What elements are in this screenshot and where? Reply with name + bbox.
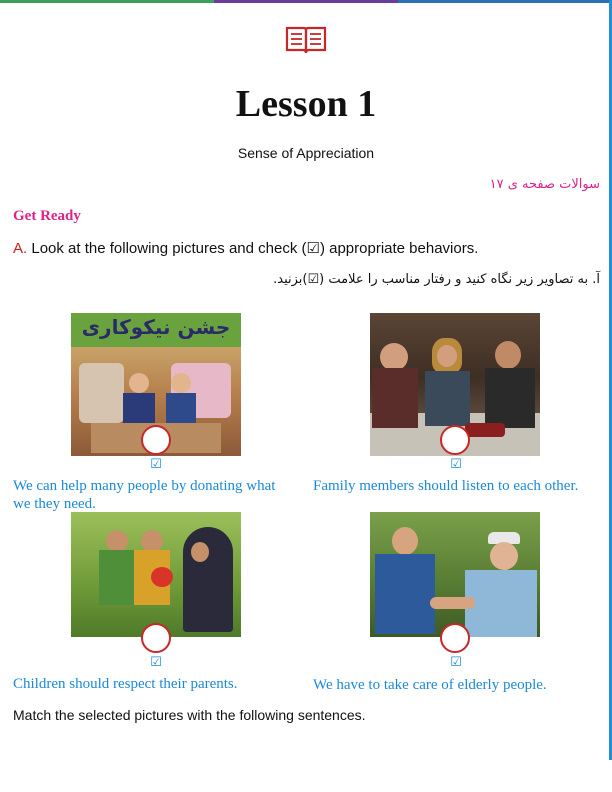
instruction-text: Look at the following pictures and check (☑) appropriate behaviors. — [27, 240, 479, 257]
persian-instruction: آ. به تصاویر زیر نگاه کنید و رفتار مناسب را علامت (☑)بزنید. — [273, 272, 600, 287]
checkbox-checked-icon[interactable]: ☑ — [450, 655, 462, 670]
open-book-icon — [284, 22, 328, 56]
checkbox-checked-icon[interactable]: ☑ — [150, 457, 162, 472]
instruction — [13, 239, 478, 257]
instruction-letter: A. — [13, 240, 28, 257]
photo-badge-circle — [440, 623, 470, 653]
caption-elderly — [313, 676, 547, 694]
photo-badge-circle — [440, 425, 470, 455]
photo-elderly-care — [370, 512, 540, 637]
caption-family — [313, 477, 578, 495]
banner-text: جشن نیکوکاری — [81, 315, 231, 339]
lesson-title: Lesson 1 — [235, 83, 377, 125]
checkbox-checked-icon[interactable]: ☑ — [150, 655, 162, 670]
caption-line: Children should respect their parents. — [13, 676, 238, 692]
top-color-bar — [0, 0, 612, 3]
match-instruction: Match the selected pictures with the following sentences. — [13, 707, 366, 723]
persian-page-reference: سوالات صفحه ی ۱۷ — [489, 177, 600, 192]
caption-children — [13, 675, 238, 693]
photo-badge-circle — [141, 623, 171, 653]
checkbox-checked-icon[interactable]: ☑ — [450, 457, 462, 472]
caption-line: Family members should listen to each other. — [313, 478, 579, 494]
photo-children-parent — [71, 512, 241, 637]
caption-donating — [13, 477, 275, 513]
lesson-subtitle: Sense of Appreciation — [237, 145, 375, 161]
caption-line: We can help many people by donating what — [13, 478, 276, 494]
caption-line: we they need. — [13, 496, 96, 512]
photo-badge-circle — [141, 425, 171, 455]
caption-line: We have to take care of elderly people. — [313, 677, 547, 693]
section-heading: Get Ready — [13, 208, 81, 224]
